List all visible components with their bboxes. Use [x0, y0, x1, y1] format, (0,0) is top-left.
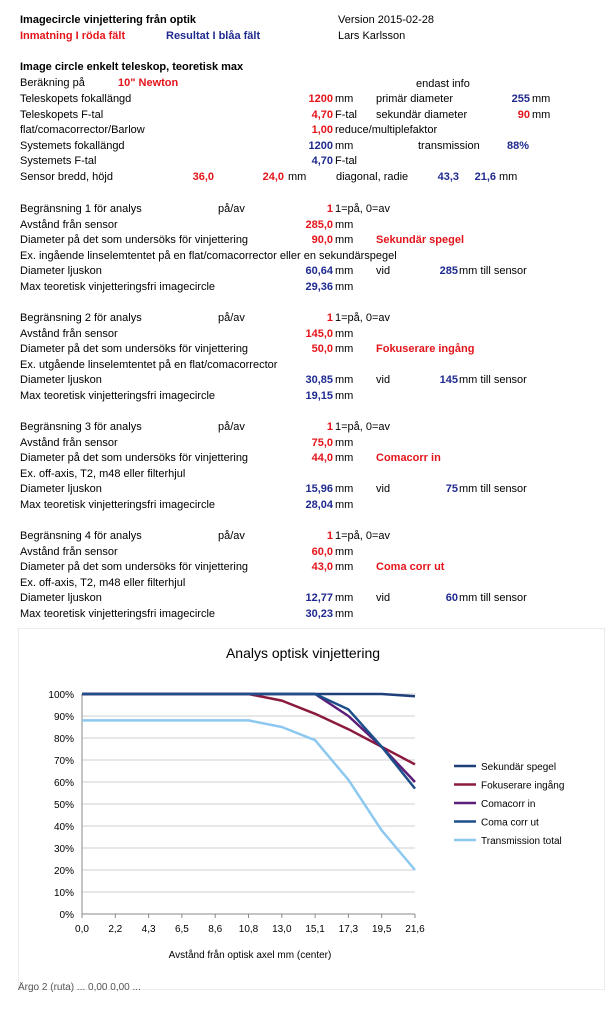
onoff-hint: 1=på, 0=av — [335, 203, 391, 215]
diameter-label: Diameter på det som undersöks för vinjettering — [20, 343, 249, 355]
cone-unit: mm — [335, 265, 354, 277]
at-label: vid — [376, 483, 391, 495]
flat-label: flat/comacorrector/Barlow — [20, 124, 145, 136]
onoff-hint: 1=på, 0=av — [335, 312, 391, 324]
limit-circle: 28,04 — [305, 498, 333, 511]
limit-example: Ex. off-axis, T2, m48 eller filterhjul — [20, 576, 186, 589]
info-note: endast info — [416, 78, 470, 90]
chart-x-tick-label: 19,5 — [371, 924, 392, 935]
result-note: Resultat I blåa fält — [166, 30, 261, 42]
limit-circle: 30,23 — [305, 607, 333, 620]
onoff-label: på/av — [218, 312, 245, 324]
chart-x-tick-label: 21,6 — [405, 924, 425, 935]
chart-x-tick-label: 10,8 — [238, 924, 259, 935]
limit-diameter[interactable]: 43,0 — [311, 561, 333, 573]
limit-onoff[interactable]: 1 — [326, 203, 333, 215]
chart-y-tick-label: 40% — [53, 822, 74, 833]
limit-diameter[interactable]: 50,0 — [311, 343, 333, 355]
max-circle-label: Max teoretisk vinjetteringsfri imagecircle — [20, 607, 216, 620]
chart-x-tick-label: 0,0 — [75, 924, 89, 935]
limit-example: Ex. utgående linselemtentet på en flat/comacorrector — [20, 358, 278, 371]
focal-label: Teleskopets fokallängd — [20, 93, 132, 105]
at-label: vid — [376, 265, 391, 277]
diameter-label: Diameter på det som undersöks för vinjettering — [20, 561, 249, 573]
chart-y-tick-label: 50% — [53, 800, 74, 811]
cone-unit: mm — [335, 374, 354, 386]
cone-label: Diameter ljuskon — [20, 483, 102, 495]
chart-x-tick-label: 8,6 — [208, 924, 223, 935]
limit-name[interactable]: Fokuserare ingång — [376, 343, 475, 355]
primary-unit: mm — [532, 93, 551, 105]
cone-label: Diameter ljuskon — [20, 592, 102, 604]
circle-unit: mm — [335, 607, 354, 620]
flat-unit: reduce/multiplefaktor — [335, 124, 438, 136]
focal-unit: mm — [335, 93, 354, 105]
to-sensor-label: mm till sensor — [459, 483, 527, 495]
limit-name[interactable]: Sekundär spegel — [376, 234, 465, 246]
chart-legend-label: Fokuserare ingång — [481, 780, 565, 792]
distance-unit: mm — [335, 218, 354, 231]
chart-y-tick-label: 20% — [53, 866, 74, 877]
to-sensor-label: mm till sensor — [459, 592, 527, 604]
focal-value[interactable]: 1200 — [308, 93, 333, 105]
at-label: vid — [376, 374, 391, 386]
chart-legend-label: Coma corr ut — [481, 817, 539, 829]
limit-circle: 19,15 — [305, 389, 333, 402]
limit-cone: 30,85 — [305, 374, 333, 386]
sensor-unit: mm — [288, 171, 307, 183]
limit-at-value: 285 — [439, 265, 458, 277]
version-label: Version 2015-02-28 — [338, 14, 435, 26]
limit-title: Begränsning 1 för analys — [20, 203, 142, 215]
diag-unit: mm — [499, 171, 518, 183]
limit-example: Ex. ingående linselemtentet på en flat/comacorrector eller en sekundärspegel — [20, 249, 397, 262]
limit-distance[interactable]: 60,0 — [311, 545, 333, 558]
distance-unit: mm — [335, 327, 354, 340]
distance-unit: mm — [335, 436, 354, 449]
underlying-row-text: Årgo 2 (ruta) ... 0,00 0,00 ... — [18, 982, 141, 993]
sensor-height[interactable]: 24,0 — [262, 171, 284, 183]
limit-diameter[interactable]: 90,0 — [311, 234, 333, 246]
primary-label: primär diameter — [376, 93, 454, 105]
limit-at-value: 145 — [439, 374, 458, 386]
chart-y-tick-label: 70% — [53, 756, 74, 767]
sysfocal-value: 1200 — [308, 140, 333, 152]
limit-distance[interactable]: 285,0 — [305, 218, 333, 231]
secondary-label: sekundär diameter — [376, 109, 468, 121]
limit-distance[interactable]: 75,0 — [311, 436, 333, 449]
chart-x-tick-label: 15,1 — [305, 924, 325, 935]
chart-y-tick-label: 30% — [53, 844, 74, 855]
circle-unit: mm — [335, 389, 354, 402]
diameter-unit: mm — [335, 561, 354, 573]
limit-onoff[interactable]: 1 — [326, 530, 333, 542]
limit-at-value: 60 — [445, 592, 458, 604]
fratio-label: Teleskopets F-tal — [20, 109, 104, 121]
chart-x-tick-label: 13,0 — [272, 924, 292, 935]
transmission-value: 88% — [507, 140, 530, 152]
input-note: Inmatning I röda fält — [20, 30, 126, 42]
chart-x-axis-label: Avstånd från optisk axel mm (center) — [168, 950, 332, 961]
chart-y-tick-label: 60% — [53, 778, 74, 789]
cone-label: Diameter ljuskon — [20, 265, 102, 277]
sysfocal-unit: mm — [335, 140, 354, 152]
cone-label: Diameter ljuskon — [20, 374, 102, 386]
chart-y-tick-label: 10% — [53, 888, 74, 899]
limit-distance[interactable]: 145,0 — [305, 327, 333, 340]
limit-circle: 29,36 — [305, 280, 333, 293]
distance-label: Avstånd från sensor — [20, 436, 118, 449]
chart-legend-label: Transmission total — [481, 836, 562, 847]
sensor-width[interactable]: 36,0 — [192, 171, 214, 183]
sensor-label: Sensor bredd, höjd — [20, 171, 113, 183]
sysfratio-value: 4,70 — [311, 155, 333, 167]
chart-x-tick-label: 2,2 — [108, 924, 123, 935]
sysfratio-label: Systemets F-tal — [20, 155, 97, 167]
flat-value[interactable]: 1,00 — [311, 124, 333, 136]
transmission-label: transmission — [418, 140, 480, 152]
max-circle-label: Max teoretisk vinjetteringsfri imagecircle — [20, 498, 216, 511]
diameter-label: Diameter på det som undersöks för vinjettering — [20, 234, 249, 246]
sheet-title: Imagecircle vinjettering från optik — [20, 14, 197, 26]
chart-legend-label: Sekundär spegel — [481, 762, 557, 773]
underlying-row — [18, 982, 605, 1012]
diameter-unit: mm — [335, 234, 354, 246]
vignetting-chart — [18, 628, 605, 990]
fratio-value[interactable]: 4,70 — [311, 109, 333, 121]
primary-value: 255 — [511, 93, 530, 105]
onoff-hint: 1=på, 0=av — [335, 530, 391, 542]
limit-title: Begränsning 4 för analys — [20, 530, 142, 542]
diameter-label: Diameter på det som undersöks för vinjettering — [20, 452, 249, 464]
chart-x-tick-label: 4,3 — [141, 924, 156, 935]
fratio-unit: F-tal — [335, 109, 357, 121]
sysfratio-unit: F-tal — [335, 155, 357, 167]
circle-unit: mm — [335, 280, 354, 293]
radius-value: 21,6 — [474, 171, 496, 183]
distance-label: Avstånd från sensor — [20, 327, 118, 340]
chart-title: Analys optisk vinjettering — [225, 645, 381, 661]
limit-title: Begränsning 3 för analys — [20, 421, 142, 433]
distance-unit: mm — [335, 545, 354, 558]
cone-unit: mm — [335, 592, 354, 604]
limit-example: Ex. off-axis, T2, m48 eller filterhjul — [20, 467, 186, 480]
onoff-label: på/av — [218, 530, 245, 542]
chart-legend-label: Comacorr in — [481, 799, 536, 810]
diag-value: 43,3 — [437, 171, 459, 183]
chart-x-tick-label: 6,5 — [174, 924, 189, 935]
limit-name[interactable]: Coma corr ut — [376, 561, 445, 573]
cone-unit: mm — [335, 483, 354, 495]
chart-y-tick-label: 80% — [53, 734, 74, 745]
diag-label: diagonal, radie — [336, 171, 409, 183]
limit-cone: 12,77 — [305, 592, 333, 604]
at-label: vid — [376, 592, 391, 604]
distance-label: Avstånd från sensor — [20, 545, 118, 558]
author-label: Lars Karlsson — [338, 30, 406, 42]
limit-cone: 60,64 — [305, 265, 333, 277]
max-circle-label: Max teoretisk vinjetteringsfri imagecircle — [20, 280, 216, 293]
sysfocal-label: Systemets fokallängd — [20, 140, 125, 152]
limit-at-value: 75 — [445, 483, 458, 495]
circle-unit: mm — [335, 498, 354, 511]
calc-value[interactable]: 10" Newton — [118, 77, 179, 89]
secondary-value[interactable]: 90 — [517, 109, 530, 121]
limit-onoff[interactable]: 1 — [326, 312, 333, 324]
distance-label: Avstånd från sensor — [20, 218, 118, 231]
chart-y-tick-label: 90% — [53, 712, 74, 723]
to-sensor-label: mm till sensor — [459, 374, 527, 386]
calc-label: Beräkning på — [20, 77, 85, 89]
chart-x-tick-label: 17,3 — [338, 924, 359, 935]
secondary-unit: mm — [532, 109, 551, 121]
section-title: Image circle enkelt teleskop, teoretisk max — [20, 61, 244, 73]
limit-name[interactable]: Comacorr in — [376, 452, 441, 464]
diameter-unit: mm — [335, 452, 354, 464]
limit-cone: 15,96 — [305, 483, 333, 495]
limit-title: Begränsning 2 för analys — [20, 312, 142, 324]
chart-y-tick-label: 0% — [59, 910, 74, 921]
chart-y-tick-label: 100% — [48, 690, 74, 701]
max-circle-label: Max teoretisk vinjetteringsfri imagecircle — [20, 389, 216, 402]
onoff-label: på/av — [218, 203, 245, 215]
limit-onoff[interactable]: 1 — [326, 421, 333, 433]
onoff-label: på/av — [218, 421, 245, 433]
onoff-hint: 1=på, 0=av — [335, 421, 391, 433]
diameter-unit: mm — [335, 343, 354, 355]
limit-diameter[interactable]: 44,0 — [311, 452, 333, 464]
to-sensor-label: mm till sensor — [459, 265, 527, 277]
